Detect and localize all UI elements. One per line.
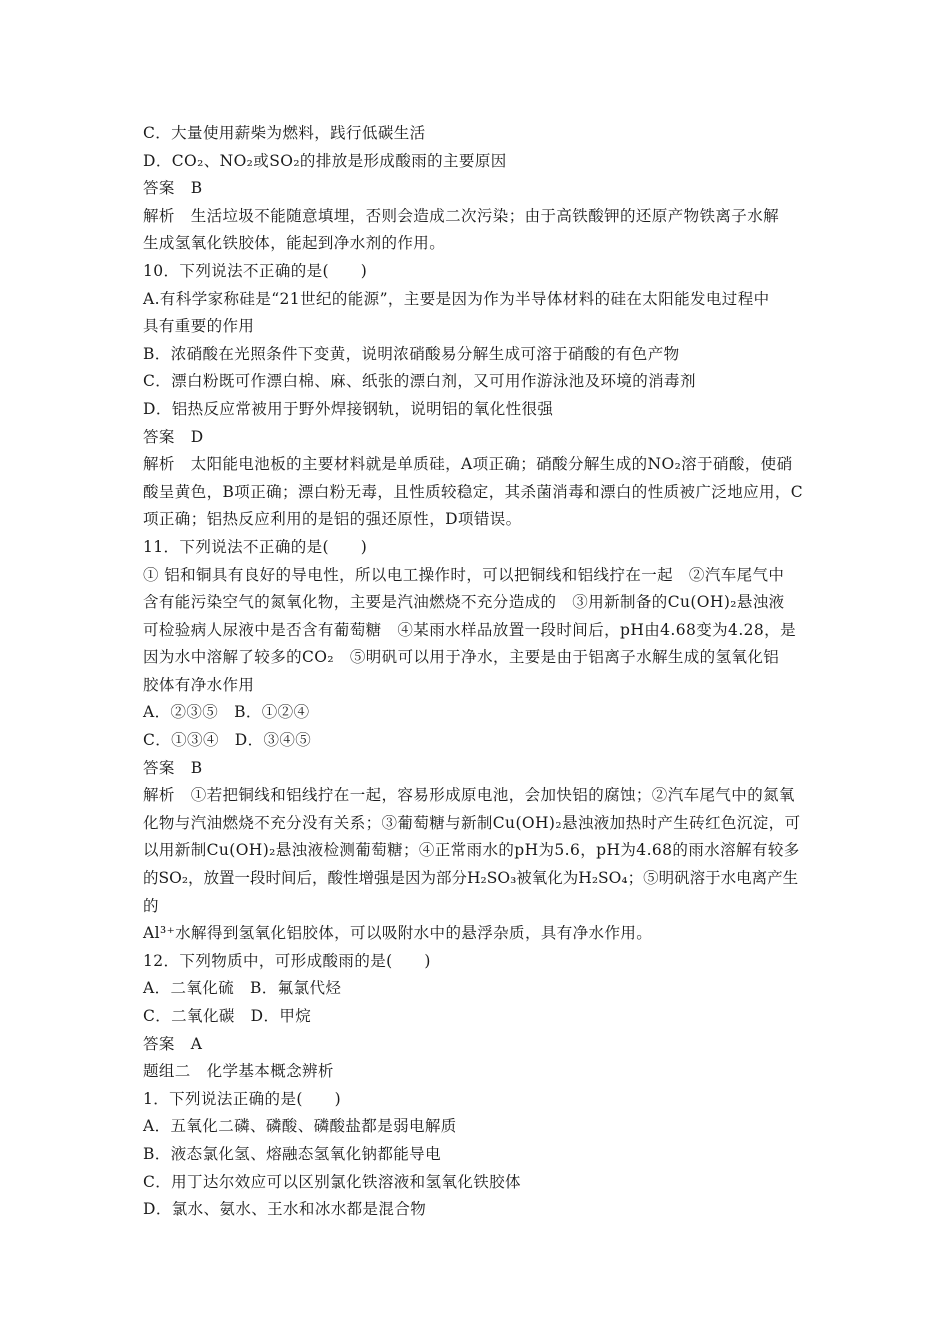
- analysis-cont: 项正确；铝热反应利用的是铝的强还原性，D项错误。: [143, 510, 522, 529]
- analysis: 解析 太阳能电池板的主要材料就是单质硅，A项正确；硝酸分解生成的NO₂溶于硝酸，使硝: [143, 455, 793, 474]
- option-a: A．五氧化二磷、磷酸、磷酸盐都是弱电解质: [143, 1117, 457, 1136]
- answer: 答案 B: [143, 179, 203, 198]
- statement-text: 因为水中溶解了较多的CO₂ ⑤明矾可以用于净水，主要是由于铝离子水解生成的氢氧化铝: [143, 648, 780, 667]
- option-d: D．氯水、氨水、王水和冰水都是混合物: [143, 1200, 427, 1219]
- analysis-cont: 的SO₂，放置一段时间后，酸性增强是因为部分H₂SO₃被氧化为H₂SO₄；⑤明矾溶于水电离产生的: [143, 869, 799, 915]
- analysis-cont: 以用新制Cu(OH)₂悬浊液检测葡萄糖；④正常雨水的pH为5.6，pH为4.68的雨水溶解有较多: [143, 841, 800, 860]
- options-ab: A．二氧化硫 B．氟氯代烃: [143, 979, 342, 998]
- analysis: 解析 生活垃圾不能随意填埋，否则会造成二次污染；由于高铁酸钾的还原产物铁离子水解: [143, 206, 780, 225]
- statement-text: ① 铝和铜具有良好的导电性，所以电工操作时，可以把铜线和铝线拧在一起 ②汽车尾气中: [143, 565, 785, 584]
- answer: 答案 B: [143, 758, 203, 777]
- option-d: D．铝热反应常被用于野外焊接钢轨，说明铝的氧化性很强: [143, 399, 554, 418]
- option-c: C．大量使用薪柴为燃料，践行低碳生活: [143, 124, 426, 142]
- document-body: [143, 120, 813, 1224]
- analysis-cont: Al³⁺水解得到氢氧化铝胶体，可以吸附水中的悬浮杂质，具有净水作用。: [143, 924, 653, 943]
- question-12: 12．下列物质中，可形成酸雨的是( ): [143, 951, 431, 970]
- option-a-cont: 具有重要的作用: [143, 317, 255, 336]
- analysis: 解析 ①若把铜线和铝线拧在一起，容易形成原电池，会加快铝的腐蚀；②汽车尾气中的氮氧: [143, 786, 795, 805]
- analysis-cont: 酸呈黄色，B项正确；漂白粉无毒，且性质较稳定，其杀菌消毒和漂白的性质被广泛地应用，C: [143, 482, 804, 501]
- statement-text: 可检验病人尿液中是否含有葡萄糖 ④某雨水样品放置一段时间后，pH由4.68变为4.28，是: [143, 620, 796, 639]
- options-ab: A．②③⑤ B．①②④: [143, 703, 310, 722]
- analysis-cont: 生成氢氧化铁胶体，能起到净水剂的作用。: [143, 234, 446, 253]
- option-c: C．漂白粉既可作漂白棉、麻、纸张的漂白剂，又可用作游泳池及环境的消毒剂: [143, 372, 696, 391]
- options-cd: C．①③④ D．③④⑤: [143, 731, 312, 750]
- answer: 答案 D: [143, 427, 204, 446]
- question-1: 1．下列说法正确的是( ): [143, 1089, 342, 1108]
- option-b: B．液态氯化氢、熔融态氢氧化钠都能导电: [143, 1144, 441, 1163]
- options-cd: C．二氧化碳 D．甲烷: [143, 1007, 312, 1025]
- statement-text: 胶体有净水作用: [143, 675, 255, 694]
- option-b: B．浓硝酸在光照条件下变黄，说明浓硝酸易分解生成可溶于硝酸的有色产物: [143, 344, 680, 363]
- answer: 答案 A: [143, 1034, 203, 1053]
- analysis-cont: 化物与汽油燃烧不充分没有关系；③葡萄糖与新制Cu(OH)₂悬浊液加热时产生砖红色沉淀，可: [143, 813, 801, 832]
- statement-text: 含有能污染空气的氮氧化物，主要是汽油燃烧不充分造成的 ③用新制备的Cu(OH)₂悬浊液: [143, 593, 785, 612]
- option-d: D．CO₂、NO₂或SO₂的排放是形成酸雨的主要原因: [143, 151, 507, 170]
- section-heading: 题组二 化学基本概念辨析: [143, 1062, 334, 1081]
- option-a: A.有科学家称硅是“21世纪的能源”，主要是因为作为半导体材料的硅在太阳能发电过程中: [143, 289, 770, 308]
- option-c: C．用丁达尔效应可以区别氯化铁溶液和氢氧化铁胶体: [143, 1172, 521, 1191]
- question-10: 10．下列说法不正确的是( ): [143, 261, 368, 280]
- question-11: 11．下列说法不正确的是( ): [143, 537, 368, 556]
